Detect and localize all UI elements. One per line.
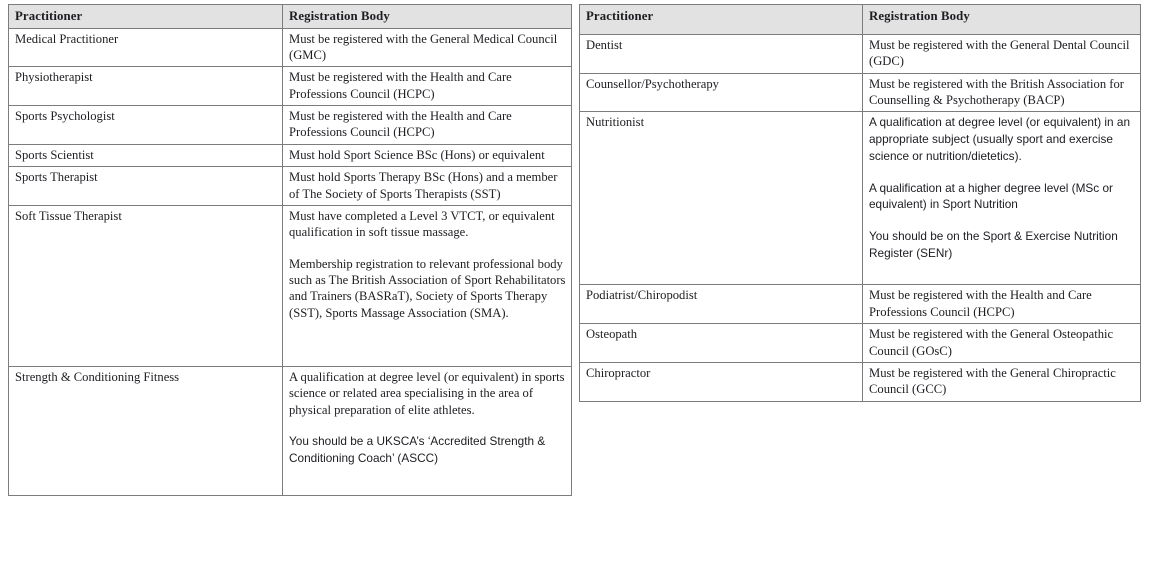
table-row [580, 73, 1141, 112]
registration-body-paragraph: Must be registered with the Health and Care Professions Council (HCPC) [869, 288, 1092, 319]
registration-body-paragraph: You should be on the Sport & Exercise Nutrition Register (SENr) [869, 229, 1118, 260]
registration-body-paragraph: Must have completed a Level 3 VTCT, or equivalent qualification in soft tissue massage. [289, 208, 555, 240]
registration-body-paragraph: A qualification at degree level (or equivalent) in sports science or related area specialising in the area of physical preparation of elite athletes. [289, 369, 565, 417]
table-row [9, 144, 572, 166]
cell-registration-body [863, 35, 1141, 74]
column-header-registration-body: Registration Body [283, 5, 572, 29]
cell-registration-body [863, 112, 1141, 285]
table-right-body [580, 35, 1141, 402]
cell-registration-body [283, 167, 572, 206]
cell-registration-body [863, 324, 1141, 363]
cell-practitioner: Physiotherapist [9, 67, 283, 106]
cell-registration-body [863, 285, 1141, 324]
registration-body-paragraph: A qualification at a higher degree level (MSc or equivalent) in Sport Nutrition [869, 180, 1113, 212]
cell-practitioner: Soft Tissue Therapist [9, 205, 283, 366]
registration-body-paragraph: Must be registered with the British Association for Counselling & Psychotherapy (BACP) [869, 76, 1124, 108]
table-left-body [9, 28, 572, 495]
table-header-row [580, 5, 1141, 35]
registration-body-paragraph: Must hold Sport Science BSc (Hons) or equivalent [289, 147, 545, 162]
registration-body-paragraph: Must be registered with the General Medical Council (GMC) [289, 31, 558, 62]
cell-registration-body [283, 205, 572, 366]
registration-body-paragraph: Membership registration to relevant professional body such as The British Association of Sport Rehabilitators and Trainers (BASRaT), Society of Sports Therapy (SST), Sports Massage Association (SMA). [289, 256, 566, 320]
cell-practitioner: Sports Scientist [9, 144, 283, 166]
registration-body-paragraph: A qualification at degree level (or equivalent) in an appropriate subject (usually sport and exercise science or nutrition/dietetics). [869, 115, 1131, 163]
cell-practitioner: Podiatrist/Chiropodist [580, 285, 863, 324]
registration-body-paragraph: Must hold Sports Therapy BSc (Hons) and a member of The Society of Sports Therapists (SST) [289, 170, 558, 201]
column-header-practitioner: Practitioner [580, 5, 863, 35]
table-row [580, 324, 1141, 363]
column-header-practitioner: Practitioner [9, 5, 283, 29]
table-row [9, 28, 572, 67]
registration-body-paragraph: You should be a UKSCA’s ‘Accredited Strength & Conditioning Coach’ (ASCC) [289, 433, 546, 465]
table-row [580, 362, 1141, 401]
cell-practitioner: Nutritionist [580, 112, 863, 285]
cell-registration-body [283, 28, 572, 67]
registration-body-paragraph: Must be registered with the General Osteopathic Council (GOsC) [869, 327, 1114, 358]
column-header-registration-body: Registration Body [863, 5, 1141, 35]
cell-registration-body [283, 106, 572, 145]
cell-registration-body [283, 366, 572, 495]
table-header-row [9, 5, 572, 29]
cell-registration-body [863, 362, 1141, 401]
cell-registration-body [283, 144, 572, 166]
cell-practitioner: Sports Psychologist [9, 106, 283, 145]
cell-practitioner: Strength & Conditioning Fitness [9, 366, 283, 495]
table-right-header [580, 5, 1141, 35]
cell-practitioner: Chiropractor [580, 362, 863, 401]
table-row [9, 67, 572, 106]
table-row [580, 112, 1141, 285]
cell-practitioner: Dentist [580, 35, 863, 74]
registration-body-paragraph: Must be registered with the General Chiropractic Council (GCC) [869, 365, 1116, 397]
registration-body-paragraph: Must be registered with the Health and Care Professions Council (HCPC) [289, 109, 512, 140]
practitioner-registration-table-right [579, 4, 1141, 402]
cell-registration-body [283, 67, 572, 106]
cell-practitioner: Medical Practitioner [9, 28, 283, 67]
table-row [580, 285, 1141, 324]
cell-practitioner: Sports Therapist [9, 167, 283, 206]
cell-registration-body [863, 73, 1141, 112]
registration-body-paragraph: Must be registered with the Health and Care Professions Council (HCPC) [289, 70, 512, 101]
cell-practitioner: Osteopath [580, 324, 863, 363]
cell-practitioner: Counsellor/Psychotherapy [580, 73, 863, 112]
table-row [9, 106, 572, 145]
registration-body-paragraph: Must be registered with the General Dental Council (GDC) [869, 38, 1130, 69]
table-left-header [9, 5, 572, 29]
table-row [9, 205, 572, 366]
table-row [580, 35, 1141, 74]
table-row [9, 366, 572, 495]
practitioner-registration-table-left [8, 4, 572, 496]
table-row [9, 167, 572, 206]
